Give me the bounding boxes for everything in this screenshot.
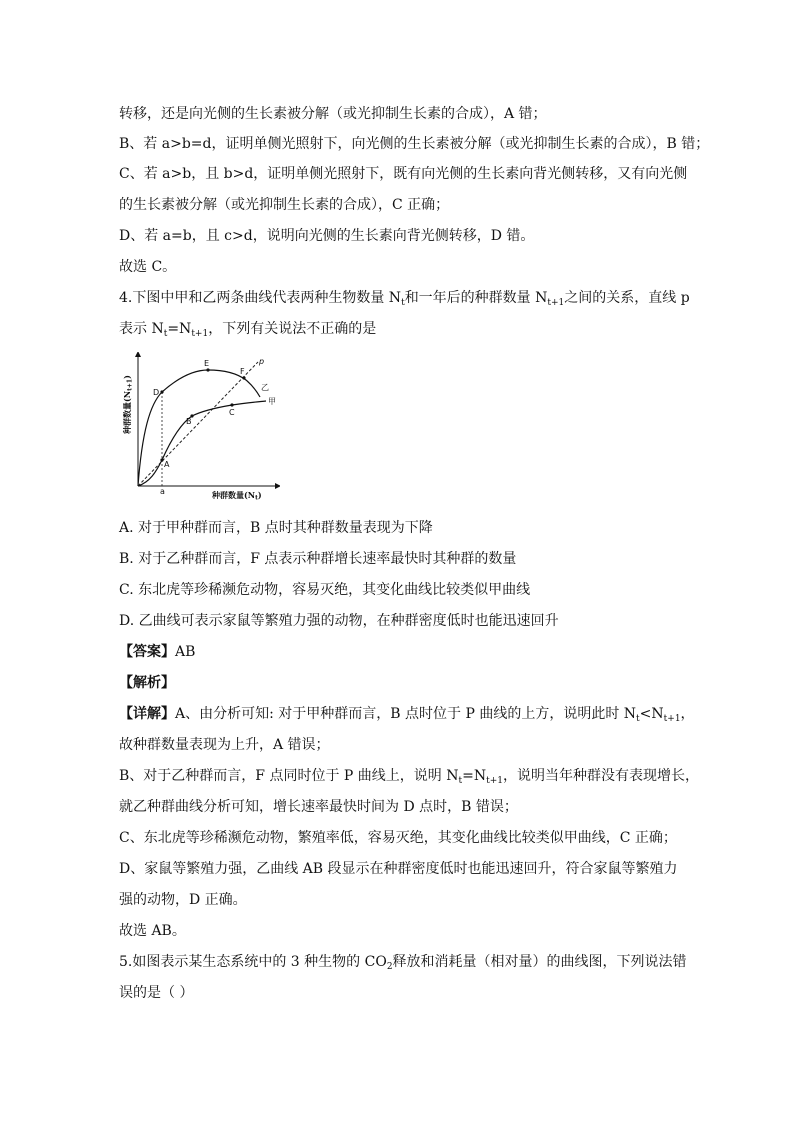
point-d-marker (160, 390, 163, 393)
answer-label: 【答案】 (119, 644, 175, 660)
line-p-label: p (259, 357, 265, 366)
point-d-label: D (153, 388, 160, 397)
text-run: A、由分析可知: 对于甲种群而言，B 点时位于 P 曲线的上方，说明此时 N (175, 706, 637, 722)
question-5-stem: 误的是（ ） (119, 985, 194, 1001)
text-line: D、家鼠等繁殖力强，乙曲线 AB 段显示在种群密度低时也能迅速回升，符合家鼠等繁殖力 (119, 861, 678, 877)
subscript: t (163, 329, 168, 339)
text-line: 就乙种群曲线分析可知，增长速率最快时间为 D 点时，B 错误； (119, 799, 518, 815)
point-c-label: C (229, 408, 235, 417)
answer-line (119, 642, 195, 662)
answer-value: AB (175, 644, 196, 660)
tick-a-label: a (160, 487, 165, 496)
option-c: C. 东北虎等珍稀濒危动物，容易灭绝，其变化曲线比较类似甲曲线 (119, 582, 531, 598)
x-axis-label-sub: t (255, 494, 258, 502)
text-run: B、对于乙种群而言，F 点同时位于 P 曲线上，说明 N (119, 768, 459, 784)
text-line: C、若 a>b，且 b>d，证明单侧光照射下，既有向光侧的生长素向背光侧转移，又有向光侧 (119, 166, 688, 182)
text-line: D、若 a=b，且 c>d，说明向光侧的生长素向背光侧转移，D 错。 (119, 228, 535, 244)
text-run: 4.下图中甲和乙两条曲线代表两种生物数量 N (119, 290, 402, 306)
text-line: 强的动物，D 正确。 (119, 892, 247, 908)
x-axis-label-main: 种群数量(N (212, 490, 256, 500)
text-line: C、东北虎等珍稀濒危动物，繁殖率低，容易灭绝，其变化曲线比较类似甲曲线，C 正确； (119, 830, 677, 846)
point-f-label: F (240, 367, 245, 376)
text-run: ，下列有关说法不正确的是 (208, 321, 377, 337)
subscript: t+1 (547, 298, 565, 308)
text-run: ， (680, 706, 695, 722)
curve-jia (138, 401, 266, 486)
text-run: 之间的关系，直线 p (564, 290, 690, 306)
subscript: 2 (386, 962, 393, 972)
curve-yi-label: 乙 (261, 383, 269, 392)
text-run: <N (639, 706, 664, 722)
subscript: t (401, 298, 405, 308)
option-b: B. 对于乙种群而言，F 点表示种群增长速率最快时其种群的数量 (119, 551, 517, 567)
text-line: 故选 AB。 (119, 923, 186, 939)
text-run: =N (167, 321, 192, 337)
text-run: ，说明当年种群没有表现增长， (502, 768, 699, 784)
text-line: 故选 C。 (119, 259, 177, 275)
y-axis-label (122, 375, 134, 435)
question-5-stem (119, 952, 687, 972)
figure-svg (120, 352, 280, 502)
y-axis-label-sub: t+1 (126, 378, 134, 391)
detail-line (119, 766, 699, 786)
population-curve-figure (120, 352, 280, 502)
line-p (138, 362, 258, 486)
point-a-label: A (164, 460, 170, 469)
subscript: t+1 (486, 776, 503, 786)
curve-jia-label: 甲 (268, 397, 276, 406)
question-4-stem (119, 288, 690, 308)
x-axis-label-close: ) (257, 490, 262, 500)
text-run: 5.如图表示某生态系统中的 3 种生物的 CO (119, 954, 387, 970)
point-c-marker (230, 403, 233, 406)
text-line: B、若 a>b=d，证明单侧光照射下，向光侧的生长素被分解（或光抑制生长素的合成），B 错； (119, 136, 710, 152)
option-a: A. 对于甲种群而言，B 点时其种群数量表现为下降 (119, 520, 433, 536)
text-line: 转移，还是向光侧的生长素被分解（或光抑制生长素的合成），A 错； (119, 106, 547, 122)
question-4-stem (119, 319, 376, 339)
text-run: 表示 N (119, 321, 164, 337)
y-axis-label-close: ) (122, 375, 132, 379)
subscript: t+1 (191, 329, 209, 339)
text-line: 的生长素被分解（或光抑制生长素的合成），C 正确； (119, 197, 450, 213)
text-run: =N (462, 768, 487, 784)
subscript: t (458, 776, 463, 786)
point-b-label: B (186, 417, 192, 426)
analysis-label: 【解析】 (119, 675, 175, 691)
x-axis-label (211, 490, 262, 502)
point-e-label: E (204, 359, 210, 368)
detail-line (119, 704, 695, 724)
subscript: t+1 (663, 714, 681, 724)
text-run: 和一年后的种群数量 N (404, 290, 548, 306)
point-e-marker (206, 368, 209, 371)
text-line: 故种群数量表现为上升，A 错误； (119, 737, 330, 753)
text-run: 释放和消耗量（相对量）的曲线图，下列说法错 (392, 954, 687, 970)
point-f-marker (242, 376, 245, 379)
detail-label: 【详解】 (119, 706, 175, 722)
y-axis-label-main: 种群数量(N (122, 390, 132, 434)
option-d: D. 乙曲线可表示家鼠等繁殖力强的动物，在种群密度低时也能迅速回升 (119, 613, 559, 629)
subscript: t (636, 714, 640, 724)
